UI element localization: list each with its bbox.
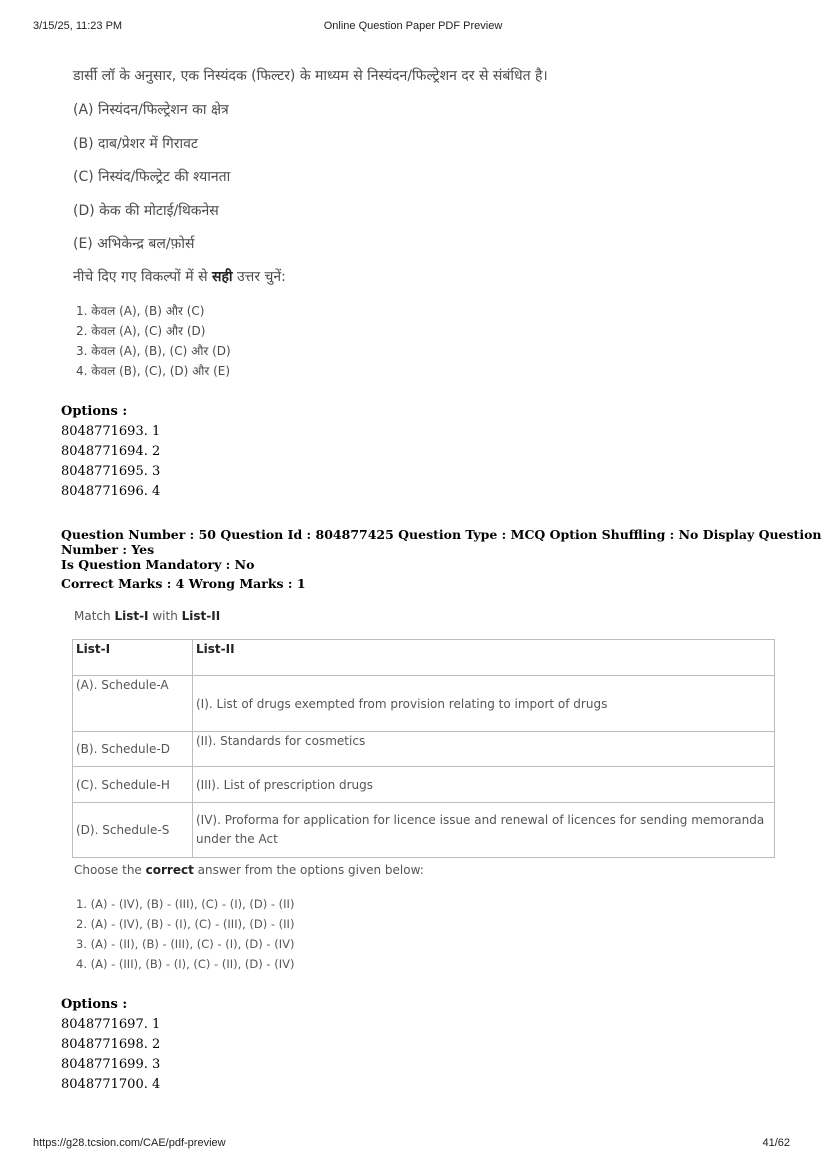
q49-instr-bold: सही [212,269,233,285]
q50-answer-2: 2. (A) - (IV), (B) - (I), (C) - (III), (D) - (II) [76,917,295,931]
q50-meta-line1: Question Number : 50 Question Id : 804877425 Question Type : MCQ Option Shuffling : No Display Question Number : Yes [61,527,822,557]
q49-answer-list [76,301,231,381]
q49-item-c: (C) निस्यंद/फिल्ट्रेट की श्यानता [73,169,231,185]
table-cell: (I). List of drugs exempted from provision relating to import of drugs [193,676,775,732]
q50-answer-list [76,894,294,974]
q49-answer-3: 3. केवल (A), (B), (C) और (D) [76,344,231,358]
table-row [73,803,775,858]
q49-item-e: (E) अभिकेन्द्र बल/फ़ोर्स [73,236,195,252]
q50-option-3: 8048771699. 3 [61,1057,161,1072]
q49-instr-post: उत्तर चुनें: [232,269,286,285]
table-cell: (C). Schedule-H [73,767,193,803]
q50-choose-pre: Choose the [74,863,146,877]
q50-match-title [74,609,220,623]
q49-answer-4: 4. केवल (B), (C), (D) और (E) [76,364,231,378]
q50-option-1: 8048771697. 1 [61,1017,161,1032]
q49-answer-1: 1. केवल (A), (B) और (C) [76,304,205,318]
table-cell: (D). Schedule-S [73,803,193,858]
q50-options-title: Options : [61,997,128,1012]
page-number: 41/62 [762,1137,790,1149]
q50-match-mid: with [148,609,182,623]
q49-option-3: 8048771695. 3 [61,464,161,479]
table-cell: (IV). Proforma for application for licence issue and renewal of licences for sending memoranda under the Act [193,803,775,858]
q49-option-1: 8048771693. 1 [61,424,161,439]
q50-match-list2: List-II [181,609,221,623]
table-cell: (B). Schedule-D [73,732,193,767]
q49-instruction [73,269,286,285]
footer-url: https://g28.tcsion.com/CAE/pdf-preview [33,1137,226,1149]
q49-option-4: 8048771696. 4 [61,484,161,499]
q50-option-2: 8048771698. 2 [61,1037,161,1052]
q49-instr-pre: नीचे दिए गए विकल्पों में से [73,269,212,285]
q50-choose-instruction [74,863,424,877]
q50-match-table [72,639,775,858]
table-cell: (III). List of prescription drugs [193,767,775,803]
q49-item-b: (B) दाब/प्रेशर में गिरावट [73,136,198,152]
q49-options-title: Options : [61,404,128,419]
print-title: Online Question Paper PDF Preview [323,20,503,32]
table-header-list2: List-II [193,640,775,676]
q49-option-2: 8048771694. 2 [61,444,161,459]
q49-item-a: (A) निस्यंदन/फिल्ट्रेशन का क्षेत्र [73,102,229,118]
table-header-list1: List-I [73,640,193,676]
q50-answer-4: 4. (A) - (III), (B) - (I), (C) - (II), (D) - (IV) [76,957,295,971]
q49-stem: डार्सी लॉ के अनुसार, एक निस्यंदक (फिल्टर) के माध्यम से निस्यंदन/फिल्ट्रेशन दर से संबंधित है। [73,68,548,84]
q50-option-4: 8048771700. 4 [61,1077,161,1092]
table-row [73,732,775,767]
table-header-row [73,640,775,676]
q50-marks: Correct Marks : 4 Wrong Marks : 1 [61,576,306,591]
q50-meta-line2: Is Question Mandatory : No [61,557,255,572]
q50-meta [61,527,826,591]
q50-choose-bold: correct [145,863,194,877]
q49-item-d: (D) केक की मोटाई/थिकनेस [73,203,219,219]
q50-match-list1: List-I [114,609,149,623]
q50-answer-1: 1. (A) - (IV), (B) - (III), (C) - (I), (D) - (II) [76,897,295,911]
table-cell: (A). Schedule-A [73,676,193,732]
q49-answer-2: 2. केवल (A), (C) और (D) [76,324,206,338]
q50-answer-3: 3. (A) - (II), (B) - (III), (C) - (I), (D) - (IV) [76,937,295,951]
print-datetime: 3/15/25, 11:23 PM [33,20,123,32]
table-row [73,767,775,803]
table-row [73,676,775,732]
q50-match-pre: Match [74,609,115,623]
table-cell: (II). Standards for cosmetics [193,732,775,767]
q50-choose-post: answer from the options given below: [193,863,424,877]
